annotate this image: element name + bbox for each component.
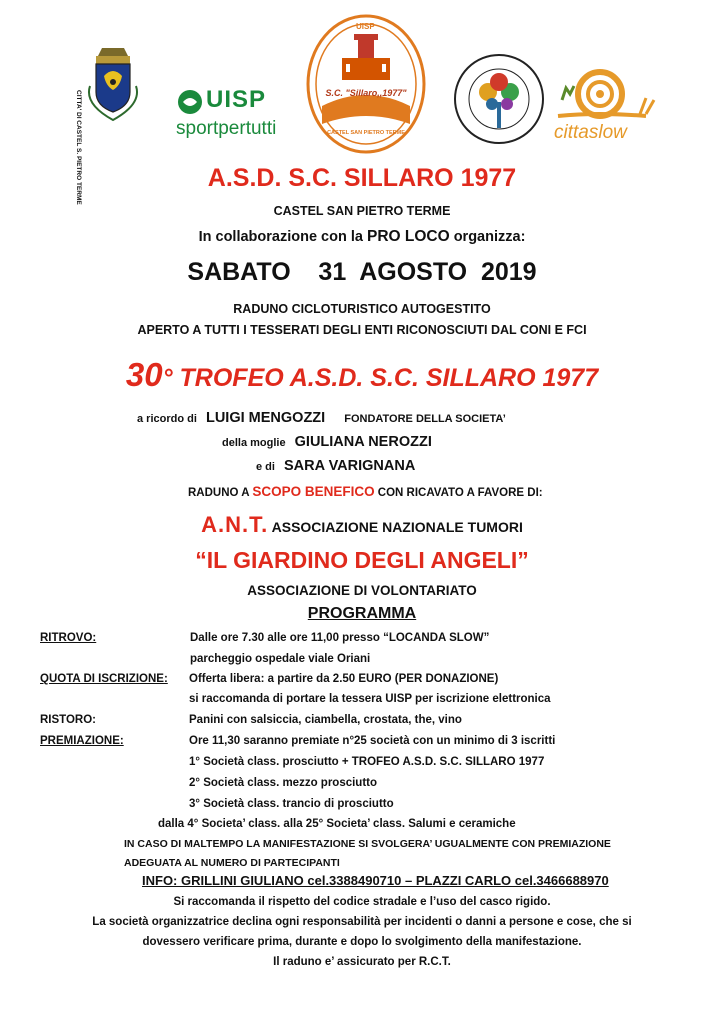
premiazione-text-5: dalla 4° Societa’ class. alla 25° Societa’ class. Salumi e ceramiche bbox=[158, 818, 516, 830]
memoria-line-2 bbox=[222, 434, 432, 450]
sillaro-bottom-text: CASTEL SAN PIETRO TERME bbox=[327, 130, 405, 136]
quota-text-1: Offerta libera: a partire da 2.50 EURO (PER DONAZIONE) bbox=[189, 673, 499, 685]
memoria-fondatore: FONDATORE DELLA SOCIETA’ bbox=[344, 413, 506, 425]
citta-caption-text: CITTA' DI CASTEL S. PIETRO TERME bbox=[75, 90, 82, 205]
premiazione-label: PREMIAZIONE: bbox=[40, 735, 124, 747]
ristoro-text: Panini con salsiccia, ciambella, crostata, the, vino bbox=[189, 714, 462, 726]
benefico-line bbox=[188, 484, 543, 499]
event-date: SABATO 31 AGOSTO 2019 bbox=[187, 258, 537, 286]
ristoro-label: RISTORO: bbox=[40, 714, 97, 726]
memoria-line-1 bbox=[137, 410, 506, 426]
premiazione-text-3: 2° Società class. mezzo prosciutto bbox=[189, 777, 378, 789]
ant-line bbox=[0, 512, 724, 538]
benefico-suffix: CON RICAVATO A FAVORE DI: bbox=[374, 487, 543, 499]
aperto-line: APERTO A TUTTI I TESSERATI DEGLI ENTI RICONOSCIUTI DAL CONI E FCI bbox=[137, 323, 587, 337]
footer-line-4: Il raduno e’ assicurato per R.C.T. bbox=[273, 956, 451, 968]
memoria-sara: SARA VARIGNANA bbox=[284, 458, 416, 474]
info-line: INFO: GRILLINI GIULIANO cel.3388490710 – PLAZZI CARLO cel.3466688970 bbox=[142, 873, 609, 888]
sillaro-logo bbox=[304, 8, 428, 156]
ritrovo-label: RITROVO: bbox=[40, 632, 97, 644]
cittaslow-text: cittaslow bbox=[554, 122, 627, 143]
ant-long: ASSOCIAZIONE NAZIONALE TUMORI bbox=[268, 519, 523, 535]
collab-prefix: In collaborazione con la bbox=[198, 229, 367, 245]
collab-proloco: PRO LOCO bbox=[367, 228, 450, 245]
memoria-giuliana: GIULIANA NEROZZI bbox=[294, 434, 432, 450]
trofeo-degree: ° bbox=[162, 364, 173, 392]
benefico-prefix: RADUNO A bbox=[188, 487, 253, 499]
quota-text-2: si raccomanda di portare la tessera UISP per iscrizione elettronica bbox=[189, 693, 551, 705]
premiazione-text-2: 1° Società class. prosciutto + TROFEO A.S.D. S.C. SILLARO 1977 bbox=[189, 756, 545, 768]
ant-short: A.N.T. bbox=[201, 512, 269, 537]
uisp-title: UISP bbox=[206, 86, 267, 113]
trofeo-title bbox=[0, 356, 724, 394]
maltempo-line-1: IN CASO DI MALTEMPO LA MANIFESTAZIONE SI SVOLGERA’ UGUALMENTE CON PREMIAZIONE bbox=[124, 838, 611, 850]
uisp-emblem-icon bbox=[176, 88, 204, 116]
memoria-moglie: della moglie bbox=[222, 437, 286, 449]
club-title: A.S.D. S.C. SILLARO 1977 bbox=[207, 164, 517, 192]
collaboration-line bbox=[0, 228, 724, 246]
trofeo-name: TROFEO A.S.D. S.C. SILLARO 1977 bbox=[172, 364, 599, 392]
ritrovo-text-2: parcheggio ospedale viale Oriani bbox=[190, 653, 371, 665]
ritrovo-text-1: Dalle ore 7.30 alle ore 11,00 presso “LOCANDA SLOW” bbox=[190, 632, 490, 644]
footer-line-2: La società organizzatrice declina ogni responsabilità per incidenti o danni a persone e cose, che si bbox=[92, 916, 632, 928]
giardino-title: “IL GIARDINO DEGLI ANGELI” bbox=[195, 547, 529, 573]
proloco-tree-icon bbox=[452, 52, 546, 146]
programma-title: PROGRAMMA bbox=[307, 605, 417, 622]
premiazione-text-4: 3° Società class. trancio di prosciutto bbox=[189, 798, 394, 810]
quota-label: QUOTA DI ISCRIZIONE: bbox=[40, 673, 168, 685]
snail-icon bbox=[548, 64, 658, 124]
raduno-line: RADUNO CICLOTURISTICO AUTOGESTITO bbox=[233, 302, 491, 316]
proloco-logo bbox=[452, 52, 546, 146]
memoria-line-3 bbox=[256, 458, 415, 474]
trofeo-number: 30 bbox=[125, 356, 163, 393]
maltempo-line-2: ADEGUATA AL NUMERO DI PARTECIPANTI bbox=[124, 857, 340, 869]
premiazione-text-1: Ore 11,30 saranno premiate n°25 società con un minimo di 3 iscritti bbox=[189, 735, 556, 747]
benefico-scopo: SCOPO BENEFICO bbox=[252, 484, 375, 499]
collab-suffix: organizza: bbox=[449, 229, 526, 245]
town-line: CASTEL SAN PIETRO TERME bbox=[273, 204, 451, 218]
sillaro-badge-text: S.C. "Sillaro,,1977" bbox=[325, 88, 407, 98]
footer-line-3: dovessero verificare prima, durante e dopo lo svolgimento della manifestazione. bbox=[142, 936, 582, 948]
memoria-luigi: LUIGI MENGOZZI bbox=[205, 410, 326, 426]
uisp-subtitle: sportpertutti bbox=[176, 118, 277, 139]
sillaro-top-text: UISP bbox=[356, 22, 375, 31]
cittaslow-logo bbox=[548, 64, 658, 148]
uisp-logo bbox=[176, 86, 296, 146]
memoria-e-di: e di bbox=[256, 461, 275, 473]
footer-line-1: Si raccomanda il rispetto del codice stradale e l’uso del casco rigido. bbox=[173, 896, 551, 908]
volontariato-line: ASSOCIAZIONE DI VOLONTARIATO bbox=[247, 583, 477, 598]
memoria-ricordo: a ricordo di bbox=[137, 413, 197, 425]
